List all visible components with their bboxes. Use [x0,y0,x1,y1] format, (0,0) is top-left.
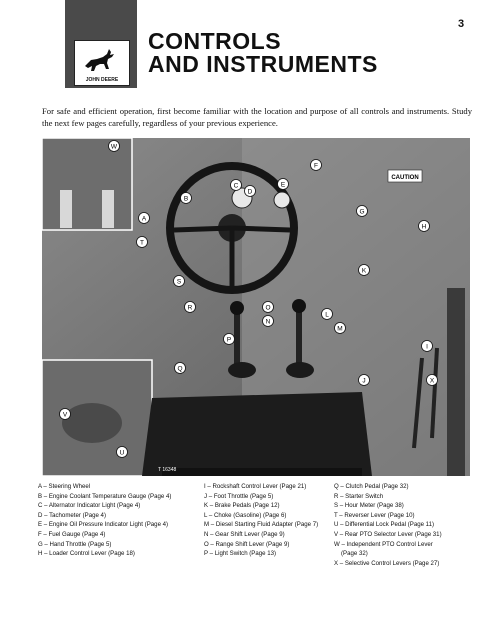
callout-letter: M [337,325,343,333]
legend-item: K – Brake Pedals (Page 12) [204,502,280,510]
callout-letter: L [325,311,329,319]
title-line-2: AND INSTRUMENTS [148,51,378,77]
legend-column-1 [38,482,171,559]
callout-letter: A [141,215,147,223]
page-title [148,30,378,76]
callout-s [174,276,185,287]
logo-text: JOHN DEERE [85,77,119,83]
callout-r [185,302,196,313]
legend-item: S – Hour Meter (Page 38) [334,502,404,510]
callout-letter: S [176,278,182,286]
callout-letter: I [426,343,428,351]
john-deere-logo [74,40,130,86]
legend-item: H – Loader Control Lever (Page 18) [38,550,135,558]
legend-column-2 [204,482,318,559]
deer-icon [83,44,119,74]
callout-j [359,375,370,386]
callout-letter: C [233,182,239,190]
legend-item: I – Rockshaft Control Lever (Page 21) [204,483,307,490]
callout-letter: T [140,239,144,247]
callout-h [419,221,430,232]
callout-d [245,186,256,197]
legend-item: O – Range Shift Lever (Page 9) [204,540,290,548]
legend-item: (Page 32) [341,550,368,558]
callout-n [263,316,274,327]
callout-e [278,179,289,190]
legend-item: A – Steering Wheel [38,483,91,490]
legend-item: W – Independent PTO Control Lever [334,540,433,548]
callout-letter: K [361,267,367,275]
callout-a [139,213,150,224]
photo-ref-code: T 16348 [158,467,177,473]
caution-label: CAUTION [391,175,419,181]
callout-i [422,341,433,352]
callout-t [137,237,148,248]
callout-letter: Q [177,365,183,373]
callout-p [224,334,235,345]
callout-letter: D [247,188,253,196]
callout-letter: W [110,143,118,151]
controls-photo [42,138,470,476]
legend-item: G – Hand Throttle (Page 5) [38,540,112,548]
legend-item: J – Foot Throttle (Page 5) [204,492,274,500]
callout-l [322,309,333,320]
callout-letter: O [265,304,271,312]
title-line-1: CONTROLS [148,28,282,54]
legend-item: P – Light Switch (Page 13) [204,550,277,558]
callout-m [335,323,346,334]
callout-u [117,447,128,458]
callout-k [359,265,370,276]
legend-item: F – Fuel Gauge (Page 4) [38,530,106,538]
legend-item: E – Engine Oil Pressure Indicator Light (Page 4) [38,521,169,529]
callout-letter: N [265,318,271,326]
legend-item: B – Engine Coolant Temperature Gauge (Page 4) [38,492,172,500]
legend-item: T – Reverser Lever (Page 10) [334,511,415,519]
legend-item: U – Differential Lock Pedal (Page 11) [334,521,435,529]
legend-item: D – Tachometer (Page 4) [38,511,106,519]
callout-letter: X [429,377,435,385]
legend-item: X – Selective Control Levers (Page 27) [334,559,440,567]
callout-x [427,375,438,386]
callout-letter: J [362,377,366,385]
callout-w [109,141,120,152]
callout-letter: H [421,223,427,231]
callout-g [357,206,368,217]
callout-v [60,409,71,420]
callout-q [175,363,186,374]
callout-f [311,160,322,171]
callout-b [181,193,192,204]
legend-item: Q – Clutch Pedal (Page 32) [334,483,409,490]
callout-letter: G [359,208,365,216]
callout-letter: E [280,181,286,189]
callout-letter: B [183,195,189,203]
intro-paragraph: For safe and efficient operation, first become familiar with the location and purpose of all controls and instruments. Study the next few pages carefully, regardless of your previous experience. [42,106,472,128]
callout-letter: R [187,304,193,312]
legend-item: R – Starter Switch [334,492,384,500]
callout-c [231,180,242,191]
callout-letter: P [226,336,232,344]
page-number: 3 [458,18,465,30]
callout-letter: F [314,162,318,170]
legend-item: M – Diesel Starting Fluid Adapter (Page 7) [204,521,319,529]
legend-item: V – Rear PTO Selector Lever (Page 31) [334,530,442,538]
legend-item: L – Choke (Gasoline) (Page 6) [204,511,287,519]
legend-item: N – Gear Shift Lever (Page 9) [204,530,285,538]
callout-letter: U [119,449,125,457]
callout-letter: V [62,411,68,419]
legend-column-3 [334,482,442,568]
callout-o [263,302,274,313]
legend-item: C – Alternator Indicator Light (Page 4) [38,502,141,510]
